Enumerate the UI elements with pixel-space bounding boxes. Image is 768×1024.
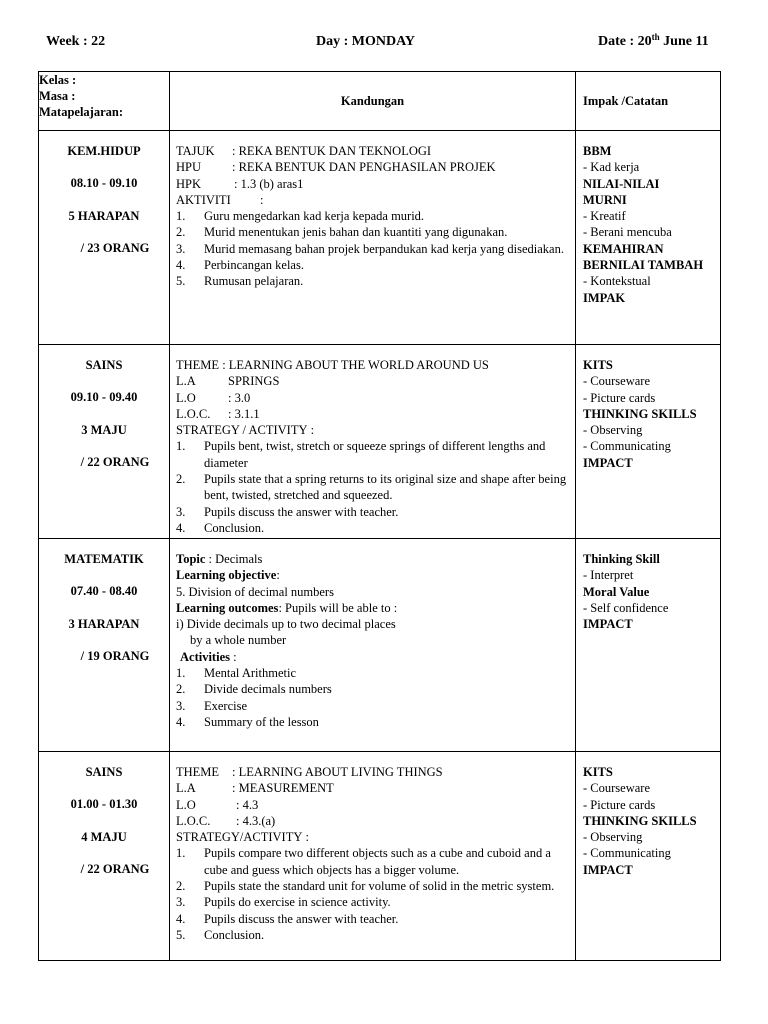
item-text: Pupils state the standard unit for volume of solid in the metric system. <box>204 879 555 894</box>
list-item <box>176 698 569 714</box>
note-line: Thinking Skill <box>583 552 660 566</box>
content-line <box>176 764 569 780</box>
student-count: / 23 ORANG <box>80 241 150 256</box>
line-label: THEME <box>176 765 220 779</box>
lesson-content <box>170 752 576 961</box>
line-label: THEME <box>176 358 220 372</box>
activity-list <box>176 208 569 289</box>
lesson-row-kemhidup <box>39 131 721 345</box>
note-line: - Kad kerja <box>583 160 640 175</box>
item-text: Conclusion. <box>204 520 265 535</box>
item-number: 2. <box>176 472 186 487</box>
line-value: : <box>260 192 264 207</box>
note-line: - Picture cards <box>583 797 656 812</box>
note-line: - Berani mencuba <box>583 225 672 240</box>
line-label: STRATEGY/ACTIVITY <box>176 830 303 845</box>
class-name: 3 MAJU <box>81 422 127 437</box>
note-line: KITS <box>583 765 613 779</box>
item-text: Murid menentukan jenis bahan dan kuantiti yang digunakan. <box>204 225 508 240</box>
list-item <box>176 911 569 927</box>
time: 01.00 - 01.30 <box>70 797 138 812</box>
item-text: Murid memasang bahan projek berpandukan kad kerja yang disediakan. <box>204 241 564 256</box>
item-text: Pupils do exercise in science activity. <box>204 895 391 910</box>
item-number: 3. <box>176 698 186 713</box>
content-line <box>176 780 569 796</box>
content-line <box>176 649 569 665</box>
item-text: Mental Arithmetic <box>204 666 296 681</box>
student-count: / 19 ORANG <box>80 649 150 664</box>
page-header <box>46 34 718 54</box>
matapelajaran-label: Matapelajaran: <box>39 105 124 119</box>
lesson-info <box>39 131 170 345</box>
content-line <box>176 551 569 567</box>
line-label: HPU <box>176 160 202 175</box>
note-line: - Courseware <box>583 781 650 796</box>
class-name: 3 HARAPAN <box>68 616 140 631</box>
outcomes-value: : Pupils will be able to : <box>278 600 398 615</box>
lesson-notes <box>576 539 721 752</box>
line-value: : 1.3 (b) aras1 <box>234 176 304 191</box>
item-number: 4. <box>176 911 186 926</box>
item-number: 2. <box>176 682 186 697</box>
list-item <box>176 241 569 257</box>
content-line <box>176 422 569 438</box>
note-line: MURNI <box>583 192 627 207</box>
header-class-time-subject <box>39 72 170 131</box>
content-line <box>176 143 569 159</box>
line-label: AKTIVITI <box>176 192 231 207</box>
line-label: L.O.C. <box>176 813 211 828</box>
line-value: : <box>310 423 315 438</box>
item-text: Summary of the lesson <box>204 714 319 729</box>
time: 09.10 - 09.40 <box>70 390 138 405</box>
list-item <box>176 927 569 943</box>
line-label: L.O.C. <box>176 406 211 421</box>
item-number: 5. <box>176 927 186 942</box>
lesson-notes <box>576 131 721 345</box>
line-value: : <box>305 830 309 845</box>
item-text: Conclusion. <box>204 927 265 942</box>
content-line <box>176 584 569 600</box>
list-item <box>176 471 569 504</box>
list-item <box>176 878 569 894</box>
student-count: / 22 ORANG <box>80 862 150 877</box>
item-number: 1. <box>176 846 186 861</box>
kelas-label: Kelas : <box>39 73 77 87</box>
item-text: Perbincangan kelas. <box>204 258 304 273</box>
activity-list <box>176 845 569 943</box>
lesson-row-sains-1 <box>39 345 721 539</box>
subject: KEM.HIDUP <box>67 144 141 158</box>
note-line: THINKING SKILLS <box>583 406 697 421</box>
note-line: KITS <box>583 358 613 372</box>
date-label <box>598 34 709 50</box>
line-label: L.O <box>176 797 196 812</box>
objective-value: 5. Division of decimal numbers <box>176 584 334 599</box>
class-name: 4 MAJU <box>81 829 127 844</box>
item-number: 5. <box>176 274 186 289</box>
item-number: 1. <box>176 439 186 454</box>
note-line: NILAI-NILAI <box>583 176 660 191</box>
list-item <box>176 224 569 240</box>
objective-colon: : <box>276 568 280 583</box>
note-line: - Communicating <box>583 439 671 454</box>
item-number: 2. <box>176 225 186 240</box>
note-line: - Communicating <box>583 846 671 861</box>
lesson-notes <box>576 752 721 961</box>
topic-label: Topic <box>176 552 206 566</box>
item-text: Pupils discuss the answer with teacher. <box>204 504 399 519</box>
list-item <box>176 681 569 697</box>
item-number: 4. <box>176 258 186 273</box>
lesson-info <box>39 539 170 752</box>
week-label: Week : 22 <box>46 34 106 49</box>
list-item <box>176 520 569 536</box>
note-line: IMPAK <box>583 290 626 305</box>
outcome-text-cont: by a whole number <box>190 633 287 648</box>
note-line: - Picture cards <box>583 390 656 405</box>
list-item <box>176 714 569 730</box>
list-item <box>176 273 569 289</box>
item-number: 3. <box>176 895 186 910</box>
outcomes-label: Learning outcomes <box>176 600 279 615</box>
line-value: : 4.3.(a) <box>236 813 276 828</box>
class-name: 5 HARAPAN <box>68 208 140 223</box>
item-text: Divide decimals numbers <box>204 682 332 697</box>
lesson-content <box>170 131 576 345</box>
line-value: : 3.0 <box>228 390 251 405</box>
time: 07.40 - 08.40 <box>70 584 138 599</box>
outcome-text: i) Divide decimals up to two decimal places <box>176 617 396 632</box>
lesson-row-matematik <box>39 539 721 752</box>
item-number: 3. <box>176 241 186 256</box>
lesson-notes <box>576 345 721 539</box>
content-line <box>176 406 569 422</box>
note-line: - Kontekstual <box>583 274 651 289</box>
line-value: : 3.1.1 <box>228 406 260 421</box>
line-value: SPRINGS <box>228 374 280 389</box>
content-line <box>176 373 569 389</box>
subject: SAINS <box>85 358 123 372</box>
item-text: Pupils compare two different objects such as a cube and cuboid and a cube and guess which objects has a bigger volume. <box>204 846 551 877</box>
note-line: - Interpret <box>583 568 634 583</box>
content-line <box>176 159 569 175</box>
day-label: Day : MONDAY <box>316 34 416 49</box>
item-text: Pupils discuss the answer with teacher. <box>204 911 399 926</box>
date-prefix: Date : 20 <box>598 34 652 49</box>
content-line <box>176 797 569 813</box>
date-suffix: June 11 <box>659 34 709 49</box>
content-line <box>176 176 569 192</box>
content-line <box>176 567 569 583</box>
item-text: Rumusan pelajaran. <box>204 274 304 289</box>
line-value: : REKA BENTUK DAN PENGHASILAN PROJEK <box>232 160 496 175</box>
line-value: : 4.3 <box>236 797 259 812</box>
line-value: : MEASUREMENT <box>232 781 334 796</box>
note-line: IMPACT <box>583 455 633 470</box>
content-line <box>176 632 569 648</box>
note-line: THINKING SKILLS <box>583 813 697 828</box>
activities-label: Activities <box>180 649 230 664</box>
item-number: 1. <box>176 666 186 681</box>
lesson-plan-table <box>38 71 721 961</box>
note-line: IMPACT <box>583 617 633 632</box>
list-item <box>176 438 569 471</box>
lesson-info <box>39 752 170 961</box>
subject: SAINS <box>85 765 123 779</box>
activity-list <box>176 665 569 730</box>
note-line: BBM <box>583 144 612 158</box>
note-line: - Self confidence <box>583 600 669 615</box>
line-label: L.O <box>176 390 196 405</box>
item-text: Pupils state that a spring returns to its original size and shape after being bent, twisted, stretched and squeezed. <box>204 472 567 503</box>
masa-label: Masa : <box>39 89 76 103</box>
subject: MATEMATIK <box>64 552 144 566</box>
note-line: - Observing <box>583 830 643 845</box>
note-line: KEMAHIRAN <box>583 241 664 256</box>
line-label: L.A <box>176 781 196 796</box>
note-line: IMPACT <box>583 862 633 877</box>
header-kandungan: Kandungan <box>170 72 576 131</box>
item-text: Exercise <box>204 698 248 713</box>
note-line: - Observing <box>583 423 643 438</box>
line-label: HPK <box>176 176 202 191</box>
content-line <box>176 357 569 373</box>
lesson-row-sains-2 <box>39 752 721 961</box>
line-label: TAJUK <box>176 144 215 158</box>
content-line <box>176 192 569 208</box>
list-item <box>176 208 569 224</box>
content-line <box>176 616 569 632</box>
item-number: 1. <box>176 209 186 224</box>
header-impak: Impak /Catatan <box>576 72 721 131</box>
content-line <box>176 813 569 829</box>
line-value: : LEARNING ABOUT LIVING THINGS <box>232 765 443 779</box>
item-text: Pupils bent, twist, stretch or squeeze springs of different lengths and diameter <box>204 439 546 470</box>
line-label: STRATEGY / ACTIVITY <box>176 423 308 438</box>
note-line: - Kreatif <box>583 209 626 224</box>
student-count: / 22 ORANG <box>80 455 150 470</box>
line-value: : REKA BENTUK DAN TEKNOLOGI <box>232 144 432 158</box>
topic-value: : Decimals <box>205 552 263 566</box>
activities-colon: : <box>229 649 237 664</box>
lesson-content <box>170 345 576 539</box>
list-item <box>176 845 569 878</box>
objective-label: Learning objective <box>176 568 277 583</box>
activity-list <box>176 438 569 536</box>
note-line: Moral Value <box>583 584 650 599</box>
item-text: Guru mengedarkan kad kerja kepada murid. <box>204 209 425 224</box>
content-line <box>176 829 569 845</box>
item-number: 2. <box>176 879 186 894</box>
list-item <box>176 894 569 910</box>
date-superscript: th <box>651 32 660 42</box>
line-value: : LEARNING ABOUT THE WORLD AROUND US <box>222 358 489 372</box>
content-line <box>176 390 569 406</box>
lesson-content <box>170 539 576 752</box>
time: 08.10 - 09.10 <box>70 176 138 191</box>
table-header-row <box>39 72 721 131</box>
item-number: 3. <box>176 504 186 519</box>
lesson-info <box>39 345 170 539</box>
item-number: 4. <box>176 520 186 535</box>
list-item <box>176 665 569 681</box>
list-item <box>176 257 569 273</box>
content-line <box>176 600 569 616</box>
line-label: L.A <box>176 374 196 389</box>
item-number: 4. <box>176 714 186 729</box>
note-line: BERNILAI TAMBAH <box>583 258 704 273</box>
note-line: - Courseware <box>583 374 650 389</box>
list-item <box>176 504 569 520</box>
